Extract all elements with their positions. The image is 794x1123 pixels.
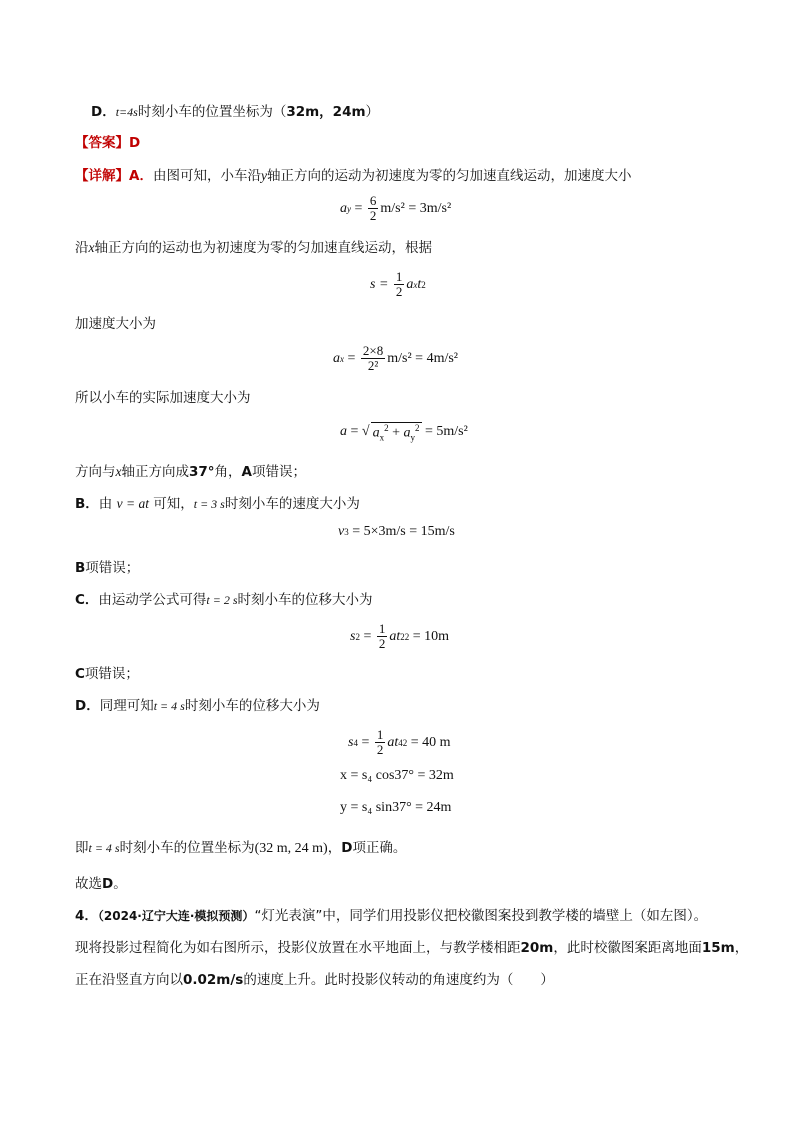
question-4-line-2: 现将投影过程简化为如右图所示，投影仪放置在水平地面上，与教学楼相距20m，此时校徽图案距离地面15m， [75, 940, 749, 956]
equation-ax: a x = $\frac{2\times 8}{\text{2²}}$ m/s² = 4m/s² [333, 343, 458, 373]
detail-c-end: C项错误； [75, 666, 139, 682]
conclusion-line: 故选D。 [75, 876, 127, 892]
fraction: $\frac{2\times 8}{\text{2²}}$ [362, 343, 384, 373]
equation-ay: a y = $\frac{6}{2}$ m/s² = 3m/s² [340, 193, 452, 223]
fraction: $\frac{1}{2}$ [378, 621, 386, 651]
fraction: $\frac{1}{2}$ [395, 269, 403, 299]
equation-s: s = $\frac{1}{2}$ a x t 2 [370, 269, 426, 299]
option-d: D．t=4s时刻小车的位置坐标为（32m，24m） [91, 104, 380, 120]
question-4-line-3: 正在沿竖直方向以0.02m/s的速度上升。此时投影仪转动的角速度约为（ ） [75, 972, 554, 988]
detail-a-line-3: 加速度大小为 [75, 316, 156, 332]
detail-c-line: C．由运动学公式可得t = 2 s时刻小车的位移大小为 [75, 592, 373, 608]
detail-a-line: 【详解】A．由图可知，小车沿y轴正方向的运动为初速度为零的匀加速直线运动，加速度大小 [75, 168, 632, 184]
equation-v3: v 3 = 5×3m/s = 15m/s [338, 524, 455, 539]
equation-a: a = √ $a_x^2 + a_y^2$ = 5m/s² [340, 423, 468, 443]
detail-a-line-4: 所以小车的实际加速度大小为 [75, 390, 251, 406]
detail-b-end: B项错误； [75, 560, 140, 576]
equation-s2: s 2 = $\frac{1}{2}$ at 2 2 = 10m [350, 621, 450, 651]
detail-d-line: D．同理可知t = 4 s时刻小车的位移大小为 [75, 698, 320, 714]
detail-b-line: B．由 v = at 可知，t = 3 s时刻小车的速度大小为 [75, 496, 360, 512]
detail-a-line-5: 方向与x轴正方向成37°角，A项错误； [75, 464, 306, 480]
fraction: $\frac{1}{2}$ [376, 727, 384, 757]
equation-x: x = s₄ cos37° = 32m [340, 768, 454, 783]
detail-a-line-2: 沿x轴正方向的运动也为初速度为零的匀加速直线运动，根据 [75, 240, 432, 256]
fraction: $\frac{6}{2}$ [369, 193, 377, 223]
answer-line: 【答案】D [75, 135, 141, 151]
equation-s4: s 4 = $\frac{1}{2}$ at 4 2 = 40 m [348, 727, 451, 757]
detail-d-line-2: 即t = 4 s时刻小车的位置坐标为(32 m, 24 m)，D项正确。 [75, 840, 407, 856]
question-4-line-1: 4．（2024·辽宁大连·模拟预测）“灯光表演”中，同学们用投影仪把校徽图案投到教学楼的墙壁上（如左图）。 [75, 908, 708, 924]
equation-y: y = s₄ sin37° = 24m [340, 800, 452, 815]
